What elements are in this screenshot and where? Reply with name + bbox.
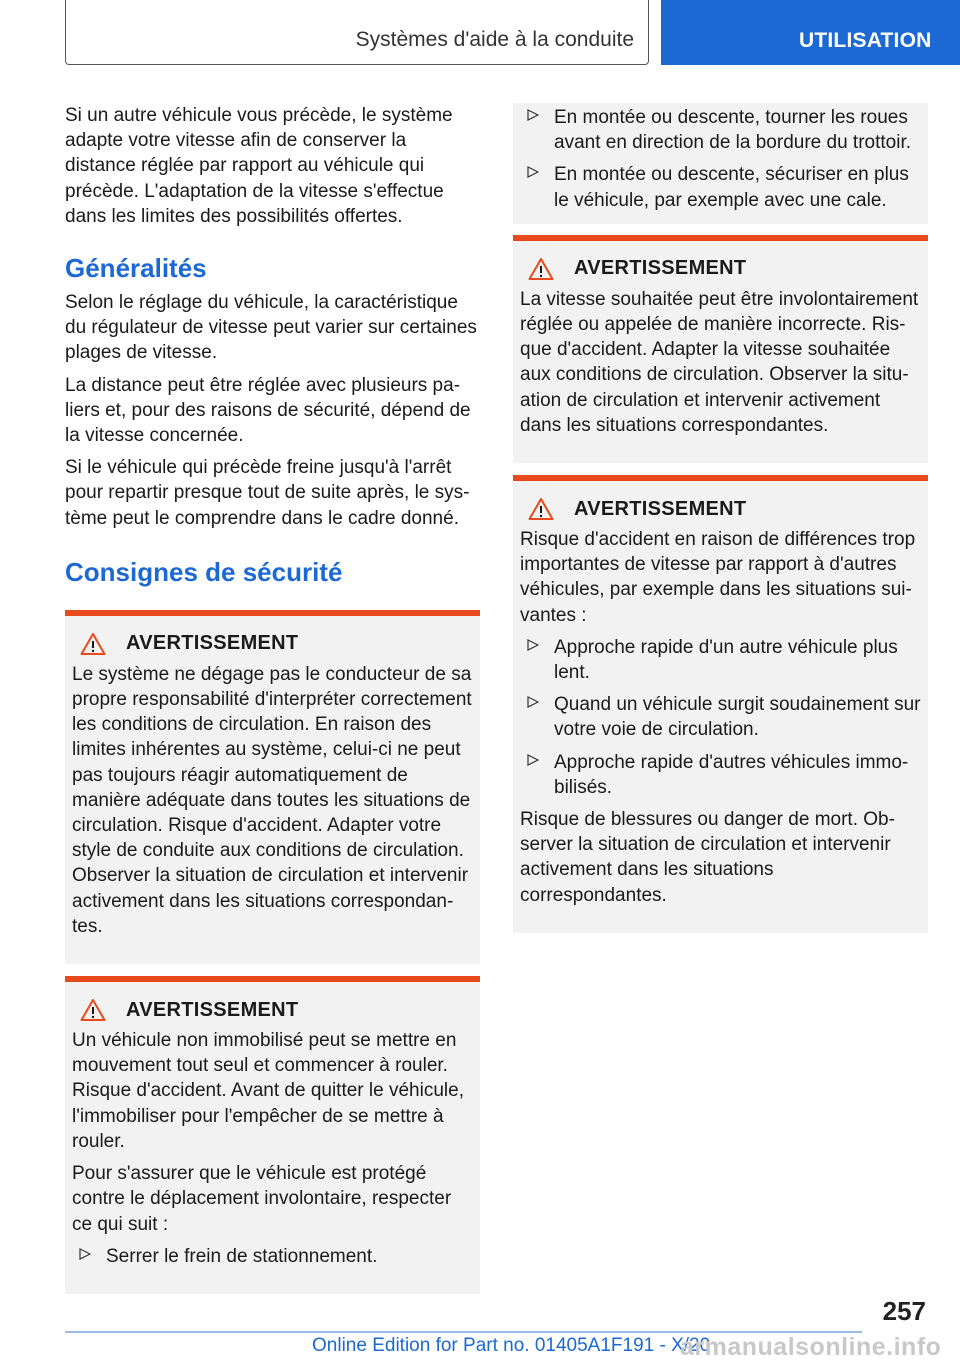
continued-box: [513, 103, 928, 224]
warning-triangle-icon: [528, 257, 554, 281]
bullet-triangle-icon: [527, 639, 539, 651]
warning-box: [65, 976, 480, 1294]
list-item-text: Quand un véhicule surgit soudainement sur votre voie de circulation.: [554, 694, 921, 741]
header-chapter-title: UTILISATION: [799, 29, 932, 52]
warning-title: AVERTISSEMENT: [574, 497, 747, 520]
warning-box: [65, 610, 480, 964]
list-item: [520, 692, 921, 742]
safety-heading: Consignes de sécurité: [65, 556, 343, 587]
header-section-title: Systèmes d'aide à la conduite: [355, 28, 634, 51]
bullet-list: [72, 1244, 473, 1269]
warning-box: [513, 235, 928, 463]
list-item: [520, 105, 921, 155]
warning-triangle-icon: [80, 998, 106, 1022]
general-heading: Généralités: [65, 253, 207, 284]
bullet-triangle-icon: [527, 696, 539, 708]
list-item-text: En montée ou descente, tourner les roues avant en direction de la bordure du trottoir.: [554, 107, 912, 154]
list-item: [520, 162, 921, 212]
warning-triangle-icon: [80, 632, 106, 656]
list-item: [72, 1244, 473, 1269]
list-item-text: Approche rapide d'autres véhicules immobilisés.: [554, 751, 909, 798]
watermark: armanualsonline.info: [680, 1333, 942, 1361]
warning-text: Le système ne dégage pas le conducteur de sa propre responsabilité d'interpréter correctement les conditions de circulation. En raison des limites inhérentes au système, celui-ci ne peut pas toujours réagir automatiquement de manière adéquate dans toutes les situations de circulation. Risque d'accident. Adapter votre style de conduite aux conditions de circulation. Observer la situation de circulation et intervenir activement dans les situations correspondantes.: [72, 663, 472, 937]
page-number: 257: [882, 1296, 926, 1326]
general-paragraph: Selon le réglage du véhicule, la caractéristique du régulateur de vitesse peut varier sur certaines plages de vitesse.: [65, 292, 477, 364]
bullet-triangle-icon: [527, 109, 539, 121]
header-chapter-tab: [661, 0, 960, 65]
bullet-triangle-icon: [527, 754, 539, 766]
list-item: [520, 635, 921, 685]
warning-box: [513, 475, 928, 933]
warning-text: Risque d'accident en raison de différences trop importantes de vitesse par rapport à d'autres véhicules, par exemple dans les situations suivantes :: [520, 529, 916, 626]
footer-edition: Online Edition for Part no. 01405A1F191 - X/20: [312, 1335, 711, 1356]
right-column: [513, 103, 928, 945]
list-item-text: Serrer le frein de stationnement.: [106, 1245, 378, 1267]
bullet-triangle-icon: [527, 166, 539, 178]
warning-triangle-icon: [528, 497, 554, 521]
warning-text: Un véhicule non immobilisé peut se mettre en mouvement tout seul et commencer à rouler. Risque d'accident. Avant de quitter le véhicule, l'immobiliser pour l'empêcher de se mettre à rouler.: [72, 1030, 464, 1152]
list-item: [520, 750, 921, 800]
intro-paragraph: Si un autre véhicule vous précède, le système adapte votre vitesse afin de conserver la distance réglée par rapport au véhicule qui précède. L'adaptation de la vitesse s'effectue dans les limites des possibilités offertes.: [65, 105, 453, 227]
bullet-triangle-icon: [79, 1248, 91, 1260]
header-section-tab: [65, 0, 649, 65]
general-paragraph: La distance peut être réglée avec plusieurs paliers et, pour des raisons de sécurité, dépend de la vitesse concernée.: [65, 374, 471, 447]
left-column: [65, 103, 480, 1306]
bullet-list: [520, 635, 921, 800]
warning-text: La vitesse souhaitée peut être involontairement réglée ou appelée de manière incorrecte. Risque d'accident. Adapter la vitesse souhaitée aux conditions de circulation. Observer la situation de circulation et intervenir activement dans les situations correspondantes.: [520, 288, 919, 436]
warning-title: AVERTISSEMENT: [126, 998, 299, 1021]
general-paragraph: Si le véhicule qui précède freine jusqu'à l'arrêt pour repartir presque tout de suite après, le système peut le comprendre dans le cadre donné.: [65, 457, 470, 529]
warning-title: AVERTISSEMENT: [574, 257, 747, 280]
list-item-text: Approche rapide d'un autre véhicule plus lent.: [554, 636, 898, 684]
warning-text: Pour s'assurer que le véhicule est protégé contre le déplacement involontaire, respecter ce qui suit :: [72, 1163, 452, 1235]
warning-text: Risque de blessures ou danger de mort. Observer la situation de circulation et intervenir activement dans les situations correspondantes.: [520, 809, 895, 906]
bullet-list: [520, 105, 921, 213]
warning-title: AVERTISSEMENT: [126, 632, 299, 655]
list-item-text: En montée ou descente, sécuriser en plus le véhicule, par exemple avec une cale.: [554, 164, 909, 211]
